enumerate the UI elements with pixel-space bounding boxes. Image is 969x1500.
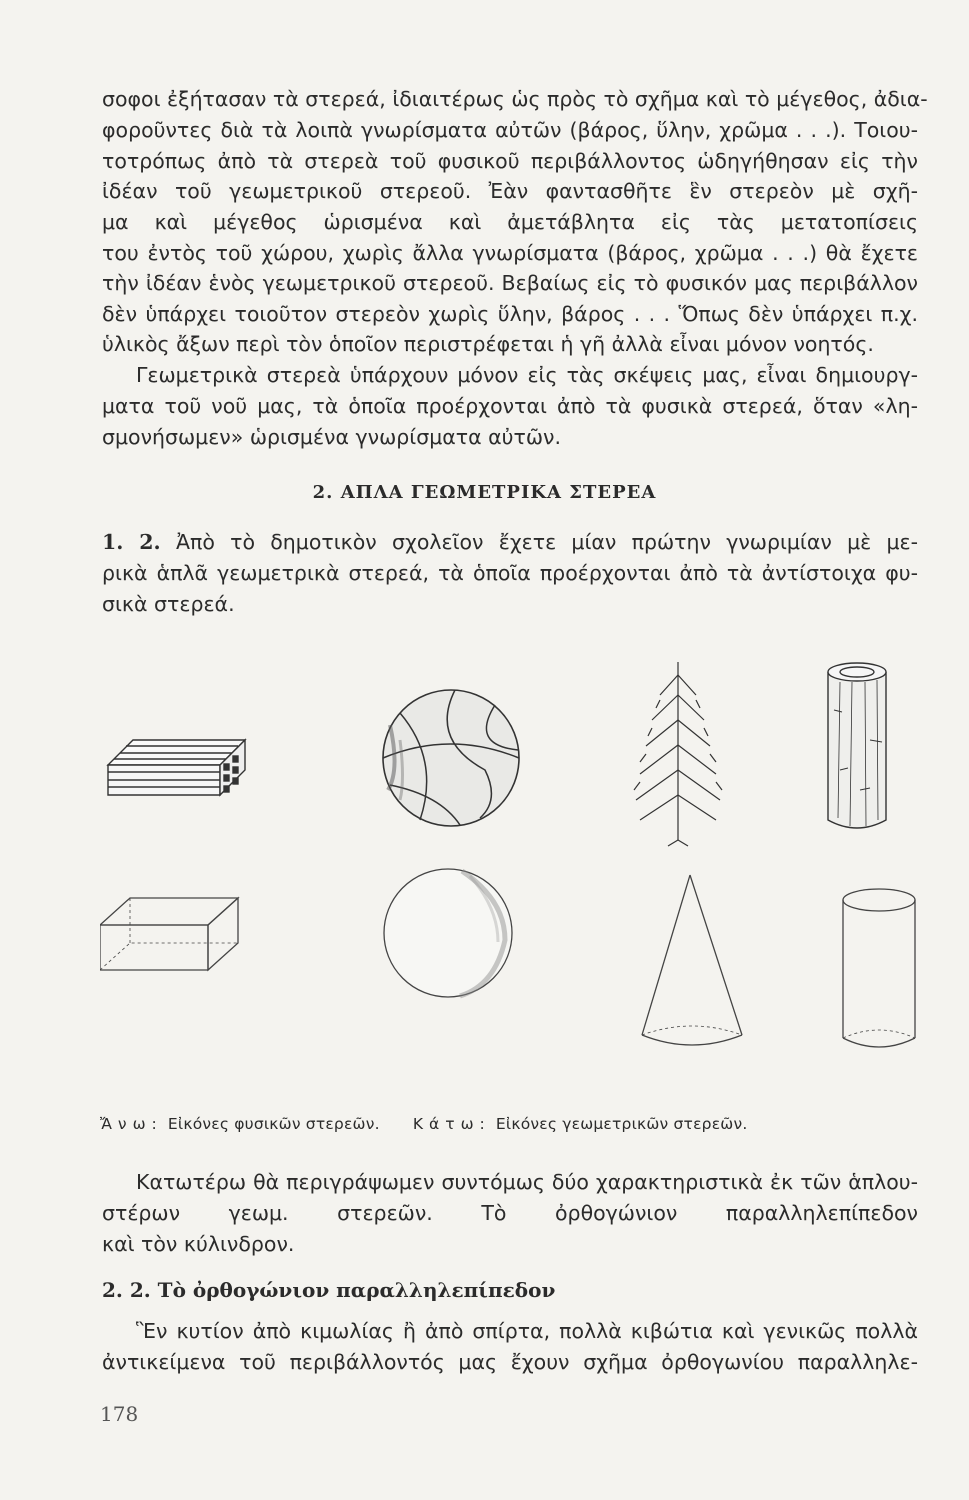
caption-upper-text: Εἰκόνες φυσικῶν στερεῶν. xyxy=(167,1115,380,1133)
sphere-icon xyxy=(384,869,512,997)
text-line: του ἐντὸς τοῦ χώρου, χωρὶς ἄλλα γνωρίσματα (βάρος, χρῶμα . . .) θὰ ἔχετε xyxy=(102,241,918,265)
figure-caption xyxy=(100,1115,920,1133)
text-line: ρικὰ ἁπλᾶ γεωμετρικὰ στερεά, τὰ ὁποῖα προέρχονται ἀπὸ τὰ ἀντίστοιχα φυ- xyxy=(102,561,918,585)
text-line: Ἓν κυτίον ἀπὸ κιμωλίας ἢ ἀπὸ σπίρτα, πολλὰ κιβώτια καὶ γενικῶς πολλὰ xyxy=(136,1319,918,1343)
log-icon xyxy=(828,663,886,828)
subsection-text: Ἀπὸ τὸ δημοτικὸν σχολεῖον ἔχετε μίαν πρώτην γνωριμίαν μὲ με- xyxy=(175,530,918,554)
text-line: ὑλικὸς ἄξων περὶ τὸν ὁποῖον περιστρέφεται ἡ γῆ ἀλλὰ εἶναι μόνον νοητός. xyxy=(102,332,874,356)
text-line: καὶ τὸν κύλινδρον. xyxy=(102,1232,295,1256)
text-line: τοτρόπως ἀπὸ τὰ στερεὰ τοῦ φυσικοῦ περιβάλλοντος ὡδηγήθησαν εἰς τὴν xyxy=(102,149,918,173)
section-heading: 2. ΑΠΛΑ ΓΕΩΜΕΤΡΙΚΑ ΣΤΕΡΕΑ xyxy=(312,482,657,503)
solids-figure xyxy=(100,650,920,1090)
caption-lower-text: Εἰκόνες γεωμετρικῶν στερεῶν. xyxy=(495,1115,748,1133)
text-line: σικὰ στερεά. xyxy=(102,592,235,616)
text-line: Κατωτέρω θὰ περιγράψωμεν συντόμως δύο χαρακτηριστικὰ ἐκ τῶν ἁπλου- xyxy=(136,1170,918,1194)
ball-icon xyxy=(383,690,519,826)
text-line: φοροῦντες διὰ τὰ λοιπὰ γνωρίσματα αὐτῶν (βάρος, ὕλην, χρῶμα . . .). Τοιου- xyxy=(102,118,918,142)
text-line: μα καὶ μέγεθος ὡρισμένα καὶ ἀμετάβλητα εἰς τὰς μετατοπίσεις xyxy=(102,210,918,234)
text-line: ἰδέαν τοῦ γεωμετρικοῦ στερεοῦ. Ἐὰν φαντασθῆτε ἓν στερεὸν μὲ σχῆ- xyxy=(102,179,918,203)
tree-icon xyxy=(634,662,722,846)
text-line xyxy=(102,529,918,555)
subsection-number: 1. 2. xyxy=(102,530,161,554)
brick-icon xyxy=(108,740,245,795)
text-line: σοφοι ἐξήτασαν τὰ στερεά, ἰδιαιτέρως ὡς πρὸς τὸ σχῆμα καὶ τὸ μέγεθος, ἀδια- xyxy=(102,87,928,111)
text-line: ἀντικείμενα τοῦ περιβάλλοντός μας ἔχουν σχῆμα ὀρθογωνίου παραλληλε- xyxy=(102,1350,918,1374)
text-line: σμονήσωμεν» ὡρισμένα γνωρίσματα αὐτῶν. xyxy=(102,425,561,449)
subsection-2-2-heading: 2. 2. Τὸ ὀρθογώνιον παραλληλεπίπεδον xyxy=(102,1278,556,1302)
page-number: 178 xyxy=(100,1402,139,1426)
cone-icon xyxy=(642,875,742,1045)
text-line: ματα τοῦ νοῦ μας, τὰ ὁποῖα προέρχονται ἀπὸ τὰ φυσικὰ στερεά, ὅταν «λη- xyxy=(102,394,918,418)
text-line: τὴν ἰδέαν ἑνὸς γεωμετρικοῦ στερεοῦ. Βεβαίως εἰς τὸ φυσικόν μας περιβάλλον xyxy=(102,271,918,295)
box-icon xyxy=(100,898,238,970)
caption-upper-label: Ἄνω: xyxy=(100,1115,163,1133)
caption-lower-label: Κάτω: xyxy=(412,1115,491,1133)
text-line: στέρων γεωμ. στερεῶν. Τὸ ὀρθογώνιον παραλληλεπίπεδον xyxy=(102,1201,918,1225)
text-line: Γεωμετρικὰ στερεὰ ὑπάρχουν μόνον εἰς τὰς σκέψεις μας, εἶναι δημιουργ- xyxy=(136,363,918,387)
cylinder-icon xyxy=(843,889,915,1047)
text-line: δὲν ὑπάρχει τοιοῦτον στερεὸν χωρὶς ὕλην, βάρος . . . Ὅπως δὲν ὑπάρχει π.χ. xyxy=(102,302,918,326)
